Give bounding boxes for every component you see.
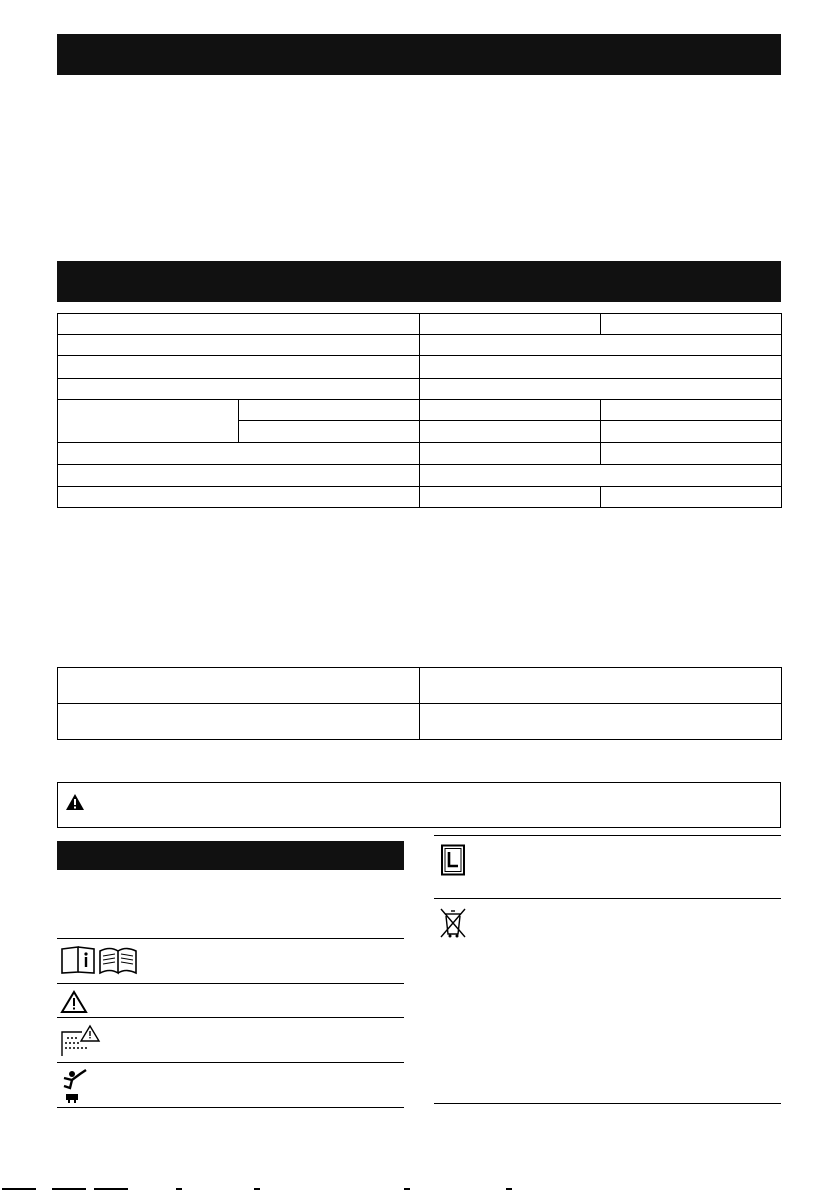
table-row	[58, 443, 782, 464]
symbol-divider	[57, 1062, 404, 1063]
section-header-bar-1	[57, 34, 781, 75]
table-row	[58, 668, 782, 704]
symbol-divider	[57, 1107, 404, 1108]
vibration-table	[57, 667, 782, 740]
table-row	[58, 335, 782, 356]
warning-triangle-icon	[65, 793, 85, 811]
specification-table	[57, 313, 782, 508]
caution-triangle-icon	[60, 990, 88, 1014]
symbols-header-bar	[57, 841, 404, 870]
warning-box	[57, 782, 781, 828]
symbol-divider	[434, 898, 781, 899]
read-manual-icon	[60, 945, 138, 975]
table-row	[58, 399, 782, 420]
symbol-divider	[434, 1103, 781, 1104]
section-header-bar-2	[57, 261, 781, 302]
symbol-divider	[57, 1017, 404, 1018]
symbol-divider	[57, 938, 404, 939]
table-row	[58, 704, 782, 740]
symbol-divider	[57, 983, 404, 984]
table-row	[58, 378, 782, 399]
table-row	[58, 486, 782, 507]
crossed-bin-icon	[438, 906, 468, 940]
falling-object-icon	[60, 1068, 90, 1104]
table-row	[58, 464, 782, 486]
l-rating-icon	[440, 844, 466, 876]
table-row	[58, 356, 782, 378]
table-row	[58, 314, 782, 335]
rain-caution-icon	[60, 1024, 102, 1058]
symbol-divider	[434, 835, 781, 836]
